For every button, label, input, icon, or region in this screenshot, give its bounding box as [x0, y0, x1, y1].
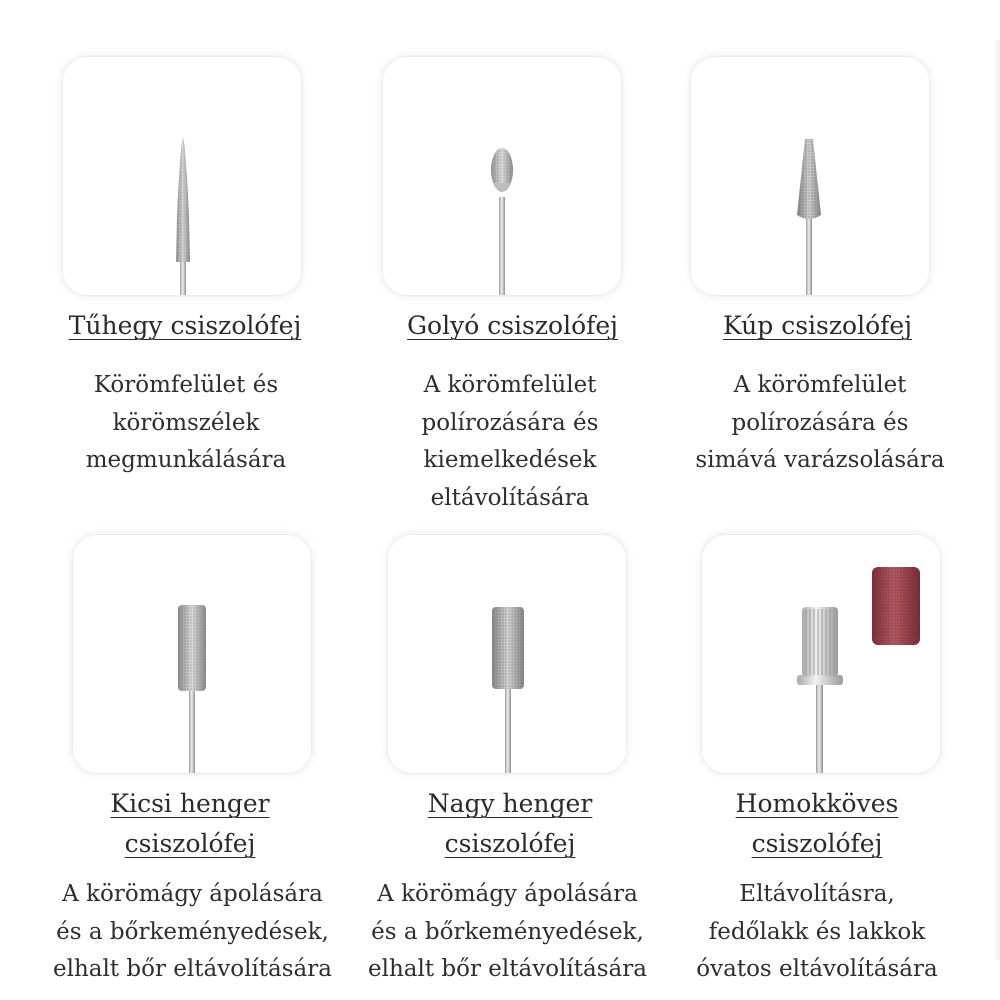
card-needle-bit — [63, 57, 301, 295]
description-line: A körömfelület — [733, 372, 907, 398]
item-title: Golyó csiszolófej — [407, 311, 618, 340]
sanding-band-bit-icon — [702, 535, 940, 773]
item-title — [667, 784, 967, 864]
item-description — [350, 367, 670, 517]
title-line: csiszolófej — [751, 829, 883, 858]
description-line: óvatos eltávolítására — [696, 956, 938, 982]
title-line: Homokköves — [735, 789, 899, 818]
item-title — [40, 784, 340, 864]
item-description — [662, 876, 972, 989]
large-cylinder-bit-icon — [388, 535, 626, 773]
description-line: kiemelkedések — [423, 447, 597, 473]
needle-bit-icon — [63, 57, 301, 295]
description-line: A körömfelület — [423, 372, 597, 398]
ball-bit-icon — [383, 57, 621, 295]
item-title: Tűhegy csiszolófej — [68, 311, 302, 340]
cone-bit-icon — [691, 57, 929, 295]
title-line: csiszolófej — [444, 829, 576, 858]
title-line: Nagy henger — [427, 789, 593, 818]
description-line: fedőlakk és lakkok — [708, 918, 926, 945]
item-description — [30, 876, 355, 989]
card-ball-bit — [383, 57, 621, 295]
description-line: körömszélek — [112, 409, 260, 436]
description-line: eltávolítására — [430, 484, 590, 511]
description-line: polírozására és — [421, 409, 599, 436]
small-cylinder-bit-icon — [73, 535, 311, 773]
description-line: simává varázsolására — [695, 447, 945, 473]
card-cone-bit — [691, 57, 929, 295]
description-line: A körömágy ápolására — [377, 881, 638, 907]
description-line: polírozására és — [731, 409, 909, 436]
item-title: Kúp csiszolófej — [723, 311, 912, 340]
title-line: Kicsi henger — [110, 789, 270, 818]
card-large-cylinder-bit — [388, 535, 626, 773]
item-description — [345, 876, 670, 989]
item-description — [36, 367, 336, 480]
description-line: és a bőrkeményedések, — [56, 918, 329, 945]
description-line: és a bőrkeményedések, — [371, 918, 644, 945]
description-line: Eltávolításra, — [739, 881, 895, 907]
description-line: elhalt bőr eltávolítására — [368, 956, 647, 982]
description-line: Körömfelület és — [93, 372, 279, 398]
title-line: csiszolófej — [124, 829, 256, 858]
card-small-cylinder-bit — [73, 535, 311, 773]
right-edge-shadow — [992, 40, 1000, 960]
item-description — [660, 367, 980, 480]
description-line: megmunkálására — [85, 447, 287, 473]
description-line: elhalt bőr eltávolítására — [53, 956, 332, 982]
card-sanding-band-bit — [702, 535, 940, 773]
description-line: A körömágy ápolására — [62, 881, 323, 907]
item-title — [360, 784, 660, 864]
